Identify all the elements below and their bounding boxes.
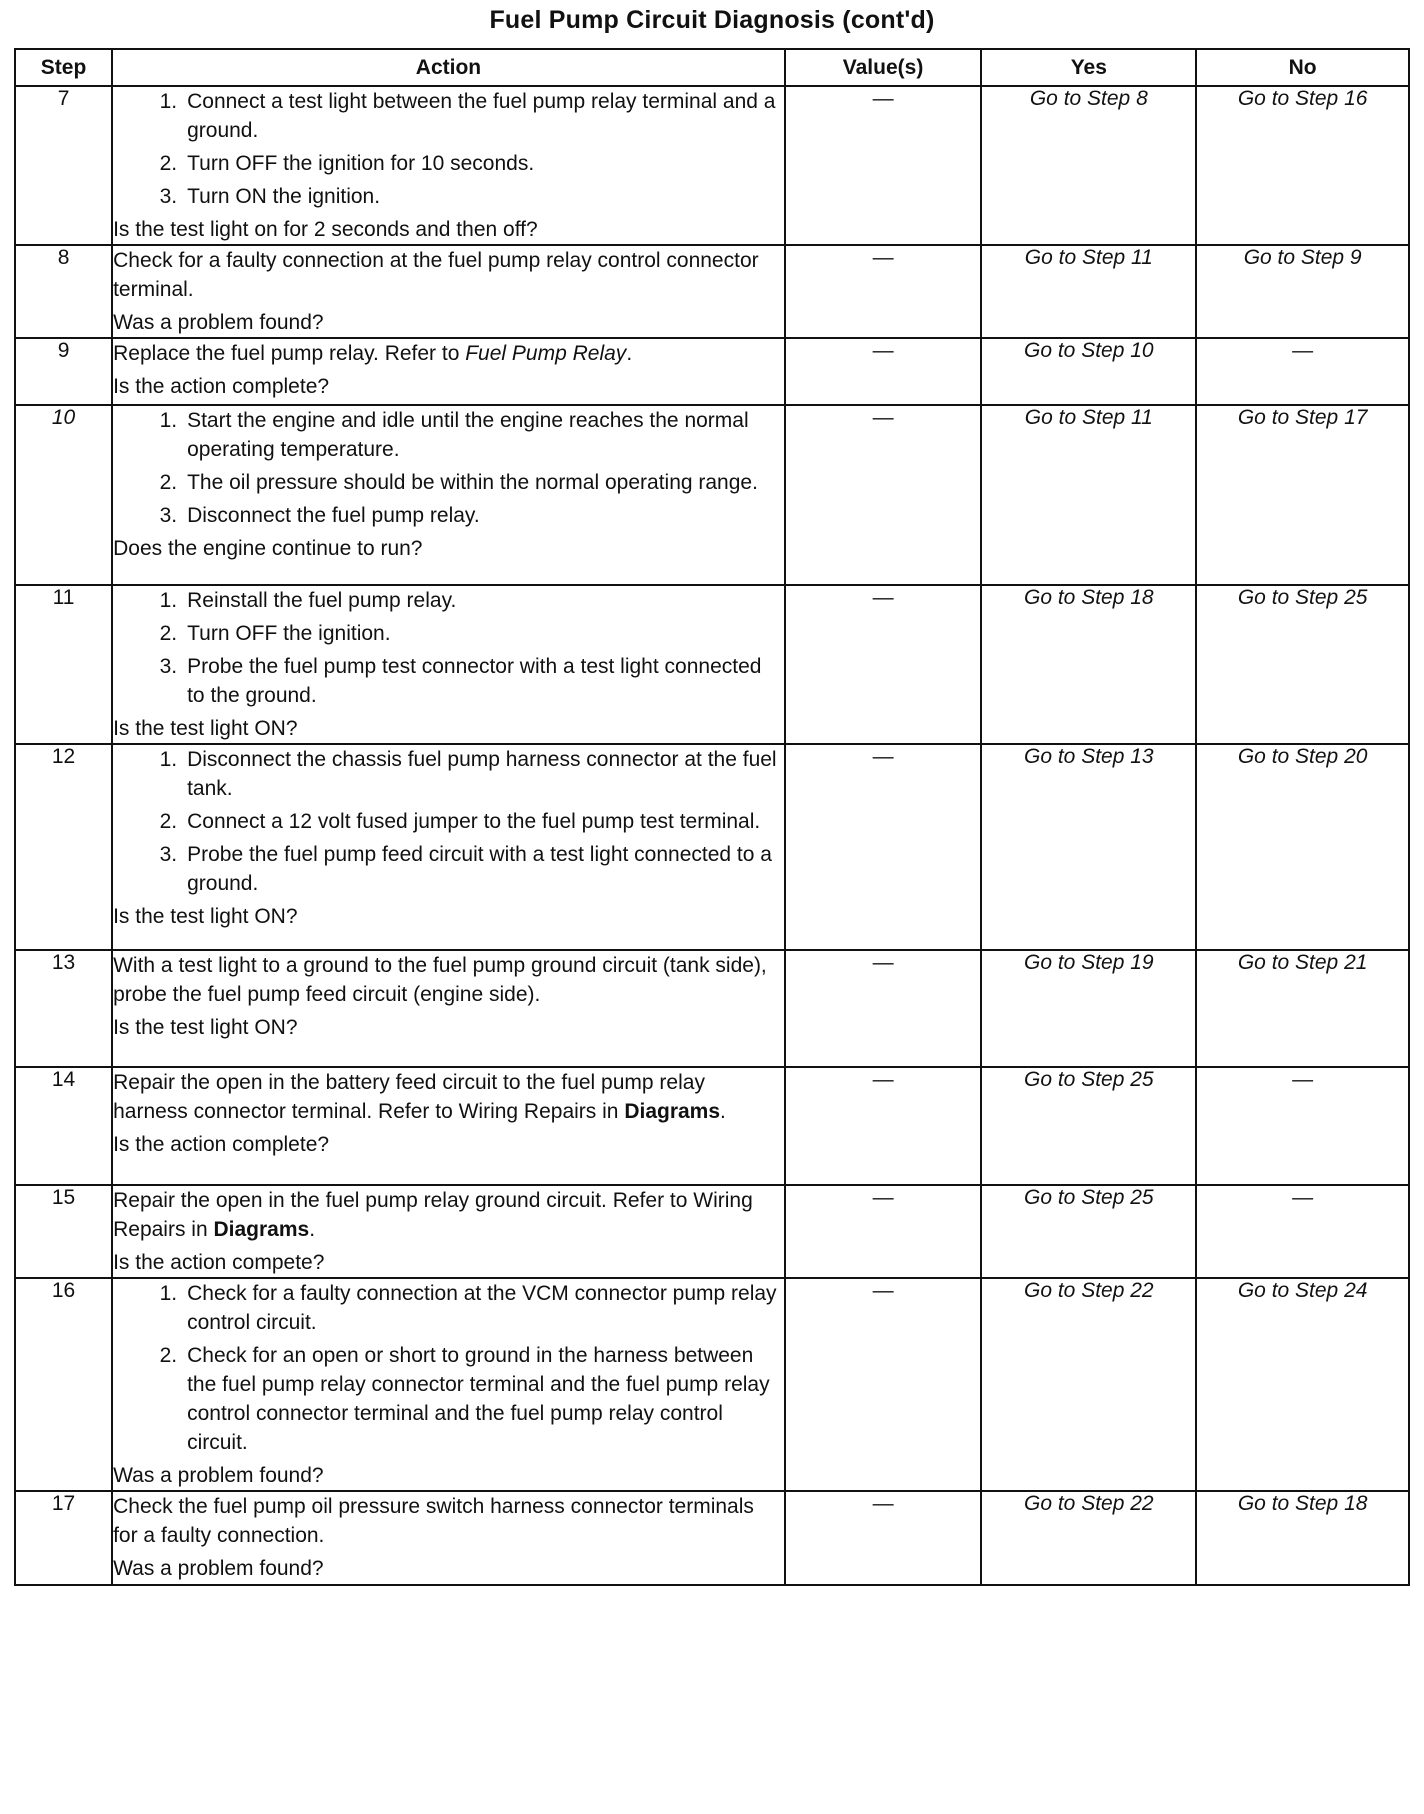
- action-step-text: Probe the fuel pump feed circuit with a test light connected to a ground.: [187, 843, 772, 895]
- action-question: Is the action compete?: [113, 1251, 325, 1274]
- value-cell: —: [785, 405, 982, 585]
- table-row: [15, 1067, 1409, 1185]
- action-step-number: 2.: [159, 810, 178, 833]
- action-step-number: 2.: [159, 152, 178, 175]
- action-text-end: .: [626, 342, 633, 365]
- action-text-end: .: [309, 1218, 316, 1241]
- action-text-main: Check the fuel pump oil pressure switch harness connector terminals for a faulty connection.: [113, 1495, 754, 1547]
- action-cell: [112, 1278, 785, 1491]
- action-step-number: 1.: [159, 1282, 178, 1305]
- table-row: [15, 1278, 1409, 1491]
- no-cell: Go to Step 18: [1196, 1491, 1409, 1585]
- step-number: 13: [15, 950, 112, 1067]
- action-step-item: [113, 468, 784, 497]
- yes-cell: Go to Step 22: [981, 1491, 1196, 1585]
- action-step-number: 3.: [159, 504, 178, 527]
- action-cell: [112, 1067, 785, 1185]
- table-row: [15, 245, 1409, 338]
- table-row: [15, 405, 1409, 585]
- action-step-item: [113, 807, 784, 836]
- value-cell: —: [785, 1067, 982, 1185]
- column-header-yes: Yes: [981, 49, 1196, 86]
- value-cell: —: [785, 585, 982, 744]
- step-number: 14: [15, 1067, 112, 1185]
- yes-cell: Go to Step 10: [981, 338, 1196, 405]
- action-step-item: [113, 586, 784, 615]
- yes-cell: Go to Step 18: [981, 585, 1196, 744]
- action-text-reference: Diagrams: [624, 1100, 721, 1123]
- diagnosis-table: [14, 48, 1410, 1586]
- step-number: 8: [15, 245, 112, 338]
- step-number: 12: [15, 744, 112, 950]
- yes-cell: Go to Step 25: [981, 1185, 1196, 1278]
- step-number: 15: [15, 1185, 112, 1278]
- value-cell: —: [785, 338, 982, 405]
- table-row: [15, 338, 1409, 405]
- action-step-number: 2.: [159, 471, 178, 494]
- table-row: [15, 86, 1409, 245]
- action-question: Does the engine continue to run?: [113, 537, 423, 560]
- action-text: [113, 339, 784, 368]
- no-cell: Go to Step 24: [1196, 1278, 1409, 1491]
- action-text: [113, 1186, 784, 1244]
- action-text-main: Replace the fuel pump relay. Refer to: [113, 342, 460, 365]
- action-cell: [112, 950, 785, 1067]
- action-cell: [112, 245, 785, 338]
- yes-cell: Go to Step 25: [981, 1067, 1196, 1185]
- action-step-text: Connect a 12 volt fused jumper to the fuel pump test terminal.: [187, 810, 761, 833]
- action-step-text: Probe the fuel pump test connector with a test light connected to the ground.: [187, 655, 762, 707]
- action-step-text: Reinstall the fuel pump relay.: [187, 589, 457, 612]
- yes-cell: Go to Step 19: [981, 950, 1196, 1067]
- action-step-text: Turn OFF the ignition for 10 seconds.: [187, 152, 535, 175]
- action-step-number: 1.: [159, 409, 178, 432]
- action-text: [113, 1492, 784, 1550]
- action-step-number: 2.: [159, 1344, 178, 1367]
- action-cell: [112, 1185, 785, 1278]
- action-question: Is the test light ON?: [113, 717, 298, 740]
- column-header-values: Value(s): [785, 49, 982, 86]
- step-number: 9: [15, 338, 112, 405]
- step-number: 17: [15, 1491, 112, 1585]
- action-step-text: Turn ON the ignition.: [187, 185, 381, 208]
- step-number: 7: [15, 86, 112, 245]
- action-step-number: 1.: [159, 748, 178, 771]
- action-question: Was a problem found?: [113, 1557, 324, 1580]
- yes-cell: Go to Step 11: [981, 245, 1196, 338]
- value-cell: —: [785, 1491, 982, 1585]
- action-cell: [112, 338, 785, 405]
- no-cell: —: [1196, 1067, 1409, 1185]
- action-step-text: Check for a faulty connection at the VCM connector pump relay control circuit.: [187, 1282, 777, 1334]
- no-cell: Go to Step 16: [1196, 86, 1409, 245]
- action-step-item: [113, 1279, 784, 1337]
- action-step-text: Disconnect the fuel pump relay.: [187, 504, 480, 527]
- step-number: 16: [15, 1278, 112, 1491]
- action-text-reference: Diagrams: [213, 1218, 310, 1241]
- action-step-number: 2.: [159, 622, 178, 645]
- action-step-text: Disconnect the chassis fuel pump harness connector at the fuel tank.: [187, 748, 777, 800]
- action-text: [113, 246, 784, 304]
- column-header-step: Step: [15, 49, 112, 86]
- action-step-text: Check for an open or short to ground in the harness between the fuel pump relay connector terminal and the fuel pump relay control connector terminal and the fuel pump relay control circuit.: [187, 1344, 770, 1454]
- action-text-reference: Fuel Pump Relay: [465, 342, 627, 365]
- header-row: [15, 49, 1409, 86]
- value-cell: —: [785, 744, 982, 950]
- action-step-number: 3.: [159, 843, 178, 866]
- action-step-item: [113, 182, 784, 211]
- action-step-item: [113, 745, 784, 803]
- value-cell: —: [785, 1185, 982, 1278]
- action-step-item: [113, 501, 784, 530]
- no-cell: Go to Step 17: [1196, 405, 1409, 585]
- action-step-item: [113, 840, 784, 898]
- action-step-number: 3.: [159, 655, 178, 678]
- column-header-action: Action: [112, 49, 785, 86]
- table-row: [15, 1491, 1409, 1585]
- action-step-number: 1.: [159, 589, 178, 612]
- action-cell: [112, 744, 785, 950]
- action-question: Is the test light ON?: [113, 1016, 298, 1039]
- step-number: 11: [15, 585, 112, 744]
- yes-cell: Go to Step 22: [981, 1278, 1196, 1491]
- table-row: [15, 585, 1409, 744]
- action-text: [113, 951, 784, 1009]
- action-question: Is the action complete?: [113, 1133, 330, 1156]
- column-header-no: No: [1196, 49, 1409, 86]
- action-step-item: [113, 87, 784, 145]
- action-cell: [112, 86, 785, 245]
- action-text-end: .: [720, 1100, 726, 1123]
- action-text: [113, 1068, 784, 1126]
- action-question: Was a problem found?: [113, 1464, 324, 1487]
- page-title: Fuel Pump Circuit Diagnosis (cont'd): [489, 6, 935, 34]
- action-cell: [112, 1491, 785, 1585]
- table-row: [15, 1185, 1409, 1278]
- action-question: Is the test light on for 2 seconds and then off?: [113, 218, 538, 241]
- action-step-item: [113, 619, 784, 648]
- action-question: Is the action complete?: [113, 375, 330, 398]
- step-number: 10: [15, 405, 112, 585]
- table-row: [15, 950, 1409, 1067]
- table-row: [15, 744, 1409, 950]
- no-cell: Go to Step 25: [1196, 585, 1409, 744]
- value-cell: —: [785, 245, 982, 338]
- no-cell: Go to Step 9: [1196, 245, 1409, 338]
- action-text-main: Repair the open in the fuel pump relay ground circuit. Refer to Wiring Repairs in: [113, 1189, 753, 1241]
- value-cell: —: [785, 86, 982, 245]
- no-cell: Go to Step 20: [1196, 744, 1409, 950]
- action-step-number: 1.: [159, 90, 178, 113]
- action-step-text: Start the engine and idle until the engine reaches the normal operating temperature.: [187, 409, 749, 461]
- action-step-item: [113, 652, 784, 710]
- action-text-main: Check for a faulty connection at the fuel pump relay control connector terminal.: [113, 249, 759, 301]
- yes-cell: Go to Step 8: [981, 86, 1196, 245]
- value-cell: —: [785, 1278, 982, 1491]
- action-text-main: With a test light to a ground to the fuel pump ground circuit (tank side), probe the fuel pump feed circuit (engine side).: [113, 954, 767, 1006]
- no-cell: —: [1196, 338, 1409, 405]
- yes-cell: Go to Step 11: [981, 405, 1196, 585]
- action-step-item: [113, 149, 784, 178]
- action-cell: [112, 585, 785, 744]
- action-step-text: The oil pressure should be within the normal operating range.: [187, 471, 758, 494]
- action-question: Is the test light ON?: [113, 905, 298, 928]
- action-step-item: [113, 406, 784, 464]
- no-cell: Go to Step 21: [1196, 950, 1409, 1067]
- value-cell: —: [785, 950, 982, 1067]
- action-step-item: [113, 1341, 784, 1457]
- action-step-text: Turn OFF the ignition.: [187, 622, 391, 645]
- action-cell: [112, 405, 785, 585]
- action-text-main: Repair the open in the battery feed circuit to the fuel pump relay harness connector terminal. Refer to Wiring Repairs in: [113, 1071, 705, 1123]
- yes-cell: Go to Step 13: [981, 744, 1196, 950]
- action-question: Was a problem found?: [113, 311, 324, 334]
- no-cell: —: [1196, 1185, 1409, 1278]
- action-step-text: Connect a test light between the fuel pump relay terminal and a ground.: [187, 90, 776, 142]
- action-step-number: 3.: [159, 185, 178, 208]
